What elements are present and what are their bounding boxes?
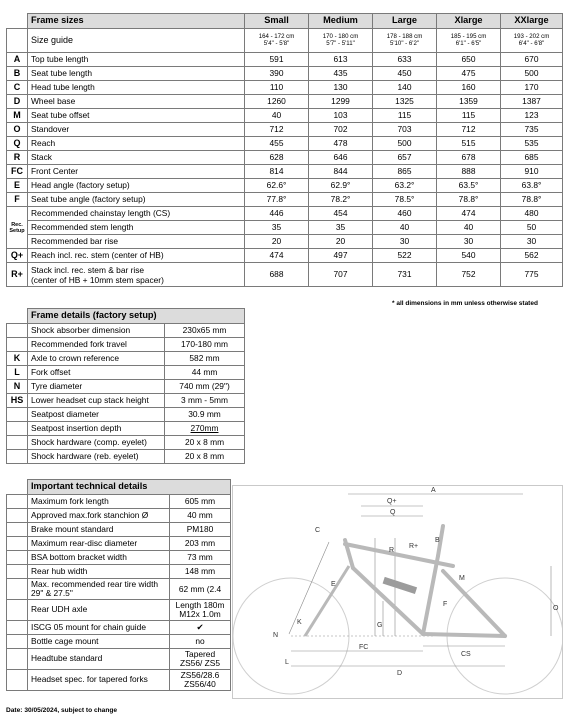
value-cell: 35 xyxy=(309,221,373,235)
value-cell: 702 xyxy=(309,123,373,137)
row-label: Fork offset xyxy=(28,366,165,380)
row-label: Seat tube offset xyxy=(28,109,245,123)
row-label: Reach xyxy=(28,137,245,151)
table-row xyxy=(7,235,563,249)
value-cell: 40 xyxy=(373,221,437,235)
value-cell: 20 xyxy=(309,235,373,249)
value-cell: ZS56/28.6 ZS56/40 xyxy=(170,670,231,691)
diagram-label-b: B xyxy=(435,537,440,544)
value-cell: 731 xyxy=(373,263,437,287)
row-spacer xyxy=(7,551,28,565)
value-cell: 910 xyxy=(501,165,563,179)
row-key: Q xyxy=(7,137,28,151)
row-key: R xyxy=(7,151,28,165)
row-key xyxy=(7,436,28,450)
row-label: Shock hardware (reb. eyelet) xyxy=(28,450,165,464)
table-row xyxy=(7,352,245,366)
value-cell: 63.2° xyxy=(373,179,437,193)
table-row xyxy=(7,263,563,287)
table-row xyxy=(7,649,231,670)
table-row xyxy=(7,408,245,422)
value-cell: no xyxy=(170,635,231,649)
value-cell: 170-180 mm xyxy=(165,338,245,352)
value-cell: 435 xyxy=(309,67,373,81)
table-row xyxy=(7,221,563,235)
table-row xyxy=(7,95,563,109)
row-key xyxy=(7,408,28,422)
fork xyxy=(305,566,349,636)
size-guide-cell: 164 - 172 cm 5'4" - 5'8" xyxy=(245,29,309,53)
value-cell: 103 xyxy=(309,109,373,123)
row-label: Seat tube angle (factory setup) xyxy=(28,193,245,207)
row-label: Brake mount standard xyxy=(28,523,170,537)
value-cell: 633 xyxy=(373,53,437,67)
diagram-label-l: L xyxy=(285,659,289,666)
row-label: Wheel base xyxy=(28,95,245,109)
value-cell: 230x65 mm xyxy=(165,324,245,338)
value-cell: 480 xyxy=(501,207,563,221)
value-cell: 712 xyxy=(245,123,309,137)
bike-frame xyxy=(345,526,505,636)
value-cell: 814 xyxy=(245,165,309,179)
row-label: Recommended chainstay length (CS) xyxy=(28,207,245,221)
diagram-label-q-plus: Q+ xyxy=(387,498,397,505)
table-row xyxy=(7,579,231,600)
value-cell: 3 mm - 5mm xyxy=(165,394,245,408)
value-cell: 123 xyxy=(501,109,563,123)
value-cell: 30.9 mm xyxy=(165,408,245,422)
table-row xyxy=(7,670,231,691)
row-spacer xyxy=(7,537,28,551)
geometry-diagram xyxy=(232,485,563,699)
table-row xyxy=(7,600,231,621)
value-cell: 1387 xyxy=(501,95,563,109)
diagram-label-n: N xyxy=(273,632,279,639)
value-cell: 582 mm xyxy=(165,352,245,366)
row-spacer xyxy=(7,509,28,523)
value-cell: 140 xyxy=(373,81,437,95)
table-row xyxy=(7,249,563,263)
column-small: Small xyxy=(245,14,309,29)
value-cell: 540 xyxy=(437,249,501,263)
value-cell: ✔ xyxy=(170,621,231,635)
footer-date: Date: 30/05/2024, subject to change xyxy=(6,707,118,714)
table-header-row xyxy=(7,309,245,324)
value-cell: 78.2° xyxy=(309,193,373,207)
value-cell: 474 xyxy=(437,207,501,221)
row-spacer xyxy=(7,523,28,537)
value-cell: 670 xyxy=(501,53,563,67)
column-xxlarge: XXlarge xyxy=(501,14,563,29)
row-key: R+ xyxy=(7,263,28,287)
frame-details-table xyxy=(6,308,245,464)
table-row xyxy=(7,621,231,635)
value-cell: 613 xyxy=(309,53,373,67)
table-row xyxy=(7,67,563,81)
value-cell: 63.5° xyxy=(437,179,501,193)
diagram-label-cs: CS xyxy=(461,651,471,658)
value-cell: 35 xyxy=(245,221,309,235)
table-row xyxy=(7,509,231,523)
table-row xyxy=(7,338,245,352)
value-cell: 203 mm xyxy=(170,537,231,551)
row-key xyxy=(7,324,28,338)
value-cell: 535 xyxy=(501,137,563,151)
diagram-label-e: E xyxy=(331,581,336,588)
row-key: F xyxy=(7,193,28,207)
value-cell: 1325 xyxy=(373,95,437,109)
value-cell: 522 xyxy=(373,249,437,263)
row-label: Approved max.fork stanchion Ø xyxy=(28,509,170,523)
value-cell: 500 xyxy=(501,67,563,81)
value-cell: 865 xyxy=(373,165,437,179)
value-cell: 591 xyxy=(245,53,309,67)
value-cell: 735 xyxy=(501,123,563,137)
row-label: Maximum fork length xyxy=(28,495,170,509)
table-row xyxy=(7,436,245,450)
row-label: Shock absorber dimension xyxy=(28,324,165,338)
row-label: Recommended fork travel xyxy=(28,338,165,352)
table-row xyxy=(7,380,245,394)
table-row xyxy=(7,151,563,165)
diagram-label-c: C xyxy=(315,527,321,534)
value-cell: 455 xyxy=(245,137,309,151)
row-label: Axle to crown reference xyxy=(28,352,165,366)
size-guide-cell: 170 - 180 cm 5'7" - 5'11" xyxy=(309,29,373,53)
row-spacer xyxy=(7,649,28,670)
row-label: Top tube length xyxy=(28,53,245,67)
value-cell: 707 xyxy=(309,263,373,287)
table-row xyxy=(7,193,563,207)
value-cell: 63.8° xyxy=(501,179,563,193)
value-cell: 844 xyxy=(309,165,373,179)
value-cell: 170 xyxy=(501,81,563,95)
value-cell: 115 xyxy=(373,109,437,123)
row-key: M xyxy=(7,109,28,123)
value-cell: 1299 xyxy=(309,95,373,109)
frame-details-title: Frame details (factory setup) xyxy=(28,309,245,324)
row-spacer xyxy=(7,635,28,649)
shock xyxy=(383,577,417,594)
row-key: N xyxy=(7,380,28,394)
row-key xyxy=(7,450,28,464)
table-row xyxy=(7,137,563,151)
table-row xyxy=(7,123,563,137)
value-cell: 500 xyxy=(373,137,437,151)
row-key: Q+ xyxy=(7,249,28,263)
diagram-label-r-plus: R+ xyxy=(409,543,419,550)
row-key: C xyxy=(7,81,28,95)
row-key: A xyxy=(7,53,28,67)
row-label: Bottle cage mount xyxy=(28,635,170,649)
row-spacer xyxy=(7,565,28,579)
value-cell: 703 xyxy=(373,123,437,137)
value-cell: 77.8° xyxy=(245,193,309,207)
row-spacer xyxy=(7,621,28,635)
value-cell: 752 xyxy=(437,263,501,287)
table-row xyxy=(7,495,231,509)
value-cell: 460 xyxy=(373,207,437,221)
table-header-row xyxy=(7,14,563,29)
table-row xyxy=(7,81,563,95)
row-label: Stack incl. rec. stem & bar rise (center of HB + 10mm stem spacer) xyxy=(28,263,245,287)
size-guide-label: Size guide xyxy=(28,29,245,53)
table-row xyxy=(7,635,231,649)
row-key xyxy=(7,422,28,436)
value-cell: 474 xyxy=(245,249,309,263)
value-cell: 1359 xyxy=(437,95,501,109)
table-row xyxy=(7,109,563,123)
row-label: Headtube standard xyxy=(28,649,170,670)
table-row xyxy=(7,394,245,408)
row-label: Front Center xyxy=(28,165,245,179)
row-label: Maximum rear-disc diameter xyxy=(28,537,170,551)
bike-geometry-drawing xyxy=(233,486,562,698)
row-spacer xyxy=(7,670,28,691)
value-cell: 78.8° xyxy=(501,193,563,207)
row-label: Seatpost diameter xyxy=(28,408,165,422)
value-cell: 390 xyxy=(245,67,309,81)
value-cell: Tapered ZS56/ ZS5 xyxy=(170,649,231,670)
value-cell: 40 xyxy=(437,221,501,235)
value-cell: 685 xyxy=(501,151,563,165)
diagram-label-f: F xyxy=(443,601,448,608)
diagram-label-m: M xyxy=(459,575,465,582)
row-key: E xyxy=(7,179,28,193)
value-cell: PM180 xyxy=(170,523,231,537)
diagram-label-k: K xyxy=(297,619,302,626)
value-cell: 40 xyxy=(245,109,309,123)
value-cell: 628 xyxy=(245,151,309,165)
value-cell: 73 mm xyxy=(170,551,231,565)
table-row xyxy=(7,422,245,436)
row-label: Head angle (factory setup) xyxy=(28,179,245,193)
table-header-row xyxy=(7,480,231,495)
table-row xyxy=(7,537,231,551)
value-cell: 605 mm xyxy=(170,495,231,509)
size-guide-row xyxy=(7,29,563,53)
diagram-label-g: G xyxy=(377,622,383,629)
value-cell: 20 x 8 mm xyxy=(165,450,245,464)
value-cell: 657 xyxy=(373,151,437,165)
table-row xyxy=(7,523,231,537)
row-key: FC xyxy=(7,165,28,179)
tech-details-title: Important technical details xyxy=(28,480,231,495)
row-label: Tyre diameter xyxy=(28,380,165,394)
value-cell: 712 xyxy=(437,123,501,137)
row-label: Head tube length xyxy=(28,81,245,95)
value-cell: 515 xyxy=(437,137,501,151)
value-cell: 50 xyxy=(501,221,563,235)
size-guide-cell: 185 - 195 cm 6'1" - 6'5" xyxy=(437,29,501,53)
table-row xyxy=(7,450,245,464)
row-label: Max. recommended rear tire width 29" & 27.5" xyxy=(28,579,170,600)
size-guide-cell: 193 - 202 cm 6'4" - 6'8" xyxy=(501,29,563,53)
table-row xyxy=(7,53,563,67)
value-cell: 40 mm xyxy=(170,509,231,523)
frame-sizes-title: Frame sizes xyxy=(28,14,245,29)
value-cell: 450 xyxy=(373,67,437,81)
row-label: ISCG 05 mount for chain guide xyxy=(28,621,170,635)
diagram-label-fc: FC xyxy=(359,644,369,651)
value-cell: 130 xyxy=(309,81,373,95)
column-medium: Medium xyxy=(309,14,373,29)
row-key: L xyxy=(7,366,28,380)
value-cell: 478 xyxy=(309,137,373,151)
row-spacer xyxy=(7,495,28,509)
value-cell: 78.5° xyxy=(373,193,437,207)
table-row xyxy=(7,165,563,179)
row-key: K xyxy=(7,352,28,366)
value-cell: 62.9° xyxy=(309,179,373,193)
row-label: Rear hub width xyxy=(28,565,170,579)
value-cell: 888 xyxy=(437,165,501,179)
value-cell: 20 x 8 mm xyxy=(165,436,245,450)
table-row xyxy=(7,324,245,338)
tech-details-table xyxy=(6,479,231,691)
column-large: Large xyxy=(373,14,437,29)
value-cell: 678 xyxy=(437,151,501,165)
value-cell: 650 xyxy=(437,53,501,67)
value-cell: 270mm xyxy=(165,422,245,436)
row-label: Reach incl. rec. stem (center of HB) xyxy=(28,249,245,263)
row-label: Recommended bar rise xyxy=(28,235,245,249)
value-cell: 740 mm (29") xyxy=(165,380,245,394)
value-cell: 30 xyxy=(501,235,563,249)
table-row xyxy=(7,179,563,193)
value-cell: 30 xyxy=(373,235,437,249)
value-cell: 446 xyxy=(245,207,309,221)
value-cell: 562 xyxy=(501,249,563,263)
row-label: Seat tube length xyxy=(28,67,245,81)
row-label: Shock hardware (comp. eyelet) xyxy=(28,436,165,450)
column-xlarge: Xlarge xyxy=(437,14,501,29)
value-cell: 44 mm xyxy=(165,366,245,380)
value-cell: 454 xyxy=(309,207,373,221)
table-row xyxy=(7,207,563,221)
size-guide-cell: 178 - 188 cm 5'10" - 6'2" xyxy=(373,29,437,53)
row-label: Stack xyxy=(28,151,245,165)
value-cell: 775 xyxy=(501,263,563,287)
row-spacer xyxy=(7,600,28,621)
row-key: B xyxy=(7,67,28,81)
table-row xyxy=(7,366,245,380)
value-cell: 646 xyxy=(309,151,373,165)
row-label: Seatpost insertion depth xyxy=(28,422,165,436)
dimensions-note: * all dimensions in mm unless otherwise stated xyxy=(392,300,538,307)
row-key xyxy=(7,338,28,352)
value-cell: 30 xyxy=(437,235,501,249)
row-label: Lower headset cup stack height xyxy=(28,394,165,408)
value-cell: 62 mm (2.4 xyxy=(170,579,231,600)
diagram-label-q: Q xyxy=(390,509,396,516)
value-cell: 78.8° xyxy=(437,193,501,207)
value-cell: 688 xyxy=(245,263,309,287)
frame-sizes-table xyxy=(6,13,563,287)
value-cell: Length 180m M12x 1.0m xyxy=(170,600,231,621)
row-key: D xyxy=(7,95,28,109)
diagram-label-a: A xyxy=(431,487,436,494)
diagram-label-r: R xyxy=(389,547,395,554)
row-spacer xyxy=(7,579,28,600)
value-cell: 475 xyxy=(437,67,501,81)
value-cell: 1260 xyxy=(245,95,309,109)
value-cell: 497 xyxy=(309,249,373,263)
value-cell: 62.6° xyxy=(245,179,309,193)
table-row xyxy=(7,565,231,579)
row-key: O xyxy=(7,123,28,137)
row-label: Standover xyxy=(28,123,245,137)
diagram-label-d: D xyxy=(397,670,403,677)
row-key: Rec. Setup xyxy=(7,207,28,249)
value-cell: 148 mm xyxy=(170,565,231,579)
table-row xyxy=(7,551,231,565)
value-cell: 115 xyxy=(437,109,501,123)
row-label: Recommended stem length xyxy=(28,221,245,235)
value-cell: 160 xyxy=(437,81,501,95)
row-label: Headset spec. for tapered forks xyxy=(28,670,170,691)
diagram-label-o: O xyxy=(553,605,559,612)
row-label: Rear UDH axle xyxy=(28,600,170,621)
row-key: HS xyxy=(7,394,28,408)
value-cell: 110 xyxy=(245,81,309,95)
row-label: BSA bottom bracket width xyxy=(28,551,170,565)
value-cell: 20 xyxy=(245,235,309,249)
